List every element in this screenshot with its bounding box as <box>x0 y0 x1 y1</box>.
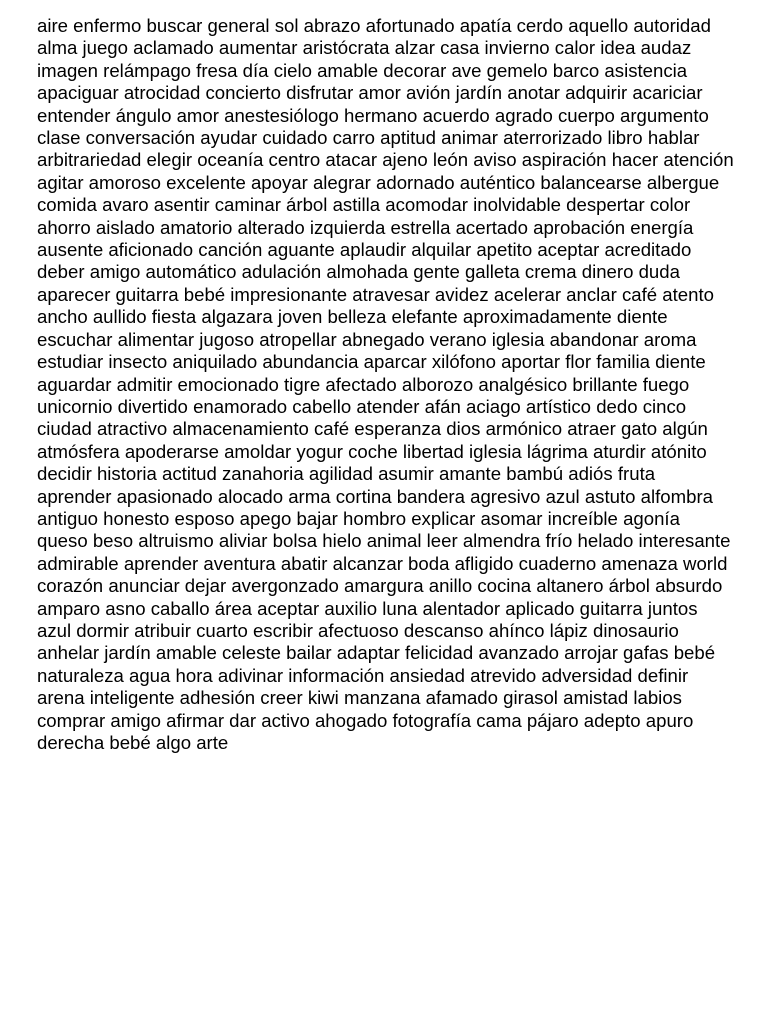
text-line: ancho aullido fiesta algazara joven belleza elefante aproximadamente diente <box>37 306 668 328</box>
text-line: derecha bebé algo arte <box>37 732 229 753</box>
text-line: escuchar alimentar jugoso atropellar abnegado verano iglesia abandonar aroma <box>37 328 697 350</box>
text-line: azul dormir atribuir cuarto escribir afectuoso descanso ahínco lápiz dinosaurio <box>37 619 679 641</box>
text-line: unicornio divertido enamorado cabello atender afán aciago artístico dedo cinco <box>37 395 687 417</box>
text-line: arbitrariedad elegir oceanía centro atacar ajeno león aviso aspiración hacer atención <box>37 149 734 171</box>
text-line: aguardar admitir emocionado tigre afectado alborozo analgésico brillante fuego <box>37 373 690 395</box>
text-line: aire enfermo buscar general sol abrazo afortunado apatía cerdo aquello autoridad <box>37 15 711 36</box>
text-line: ciudad atractivo almacenamiento café esperanza dios armónico atraer gato algún <box>37 418 708 440</box>
text-line: antiguo honesto esposo apego bajar hombro explicar asomar increíble agonía <box>37 507 680 529</box>
text-line: corazón anunciar dejar avergonzado amargura anillo cocina altanero árbol absurdo <box>37 575 723 597</box>
text-line: anhelar jardín amable celeste bailar adaptar felicidad avanzado arrojar gafas bebé <box>37 642 716 664</box>
text-line: amparo asno caballo área aceptar auxilio luna alentador aplicado guitarra juntos <box>37 597 698 619</box>
text-line: comida avaro asentir caminar árbol astilla acomodar inolvidable despertar color <box>37 194 691 216</box>
text-line: decidir historia actitud zanahoria agilidad asumir amante bambú adiós fruta <box>37 463 656 485</box>
text-line: entender ángulo amor anestesiólogo hermano acuerdo agrado cuerpo argumento <box>37 104 709 126</box>
text-line: ahorro aislado amatorio alterado izquierda estrella acertado aprobación energía <box>37 216 694 238</box>
text-line: queso beso altruismo aliviar bolsa hielo animal leer almendra frío helado interesante <box>37 530 731 552</box>
text-line: ausente aficionado canción aguante aplaudir alquilar apetito aceptar acreditado <box>37 239 692 261</box>
text-line: clase conversación ayudar cuidado carro aptitud animar aterrorizado libro hablar <box>37 127 700 149</box>
text-line: atmósfera apoderarse amoldar yogur coche libertad iglesia lágrima aturdir atónito <box>37 440 707 462</box>
text-line: agitar amoroso excelente apoyar alegrar adornado auténtico balancearse albergue <box>37 171 720 193</box>
text-line: arena inteligente adhesión creer kiwi manzana afamado girasol amistad labios <box>37 687 682 709</box>
text-line: aprender apasionado alocado arma cortina bandera agresivo azul astuto alfombra <box>37 485 714 507</box>
text-line: apaciguar atrocidad concierto disfrutar amor avión jardín anotar adquirir acariciar <box>37 82 703 104</box>
text-line: alma juego aclamado aumentar aristócrata alzar casa invierno calor idea audaz <box>37 37 692 59</box>
text-line: estudiar insecto aniquilado abundancia aparcar xilófono aportar flor familia diente <box>37 351 706 373</box>
text-line: aparecer guitarra bebé impresionante atravesar avidez acelerar anclar café atento <box>37 283 714 305</box>
text-line: imagen relámpago fresa día cielo amable decorar ave gemelo barco asistencia <box>37 59 688 81</box>
text-line: naturaleza agua hora adivinar información ansiedad atrevido adversidad definir <box>37 664 689 686</box>
document-body <box>37 15 768 754</box>
text-line: admirable aprender aventura abatir alcanzar boda afligido cuaderno amenaza world <box>37 552 728 574</box>
text-line: comprar amigo afirmar dar activo ahogado fotografía cama pájaro adepto apuro <box>37 709 694 731</box>
text-line: deber amigo automático adulación almohada gente galleta crema dinero duda <box>37 261 680 283</box>
